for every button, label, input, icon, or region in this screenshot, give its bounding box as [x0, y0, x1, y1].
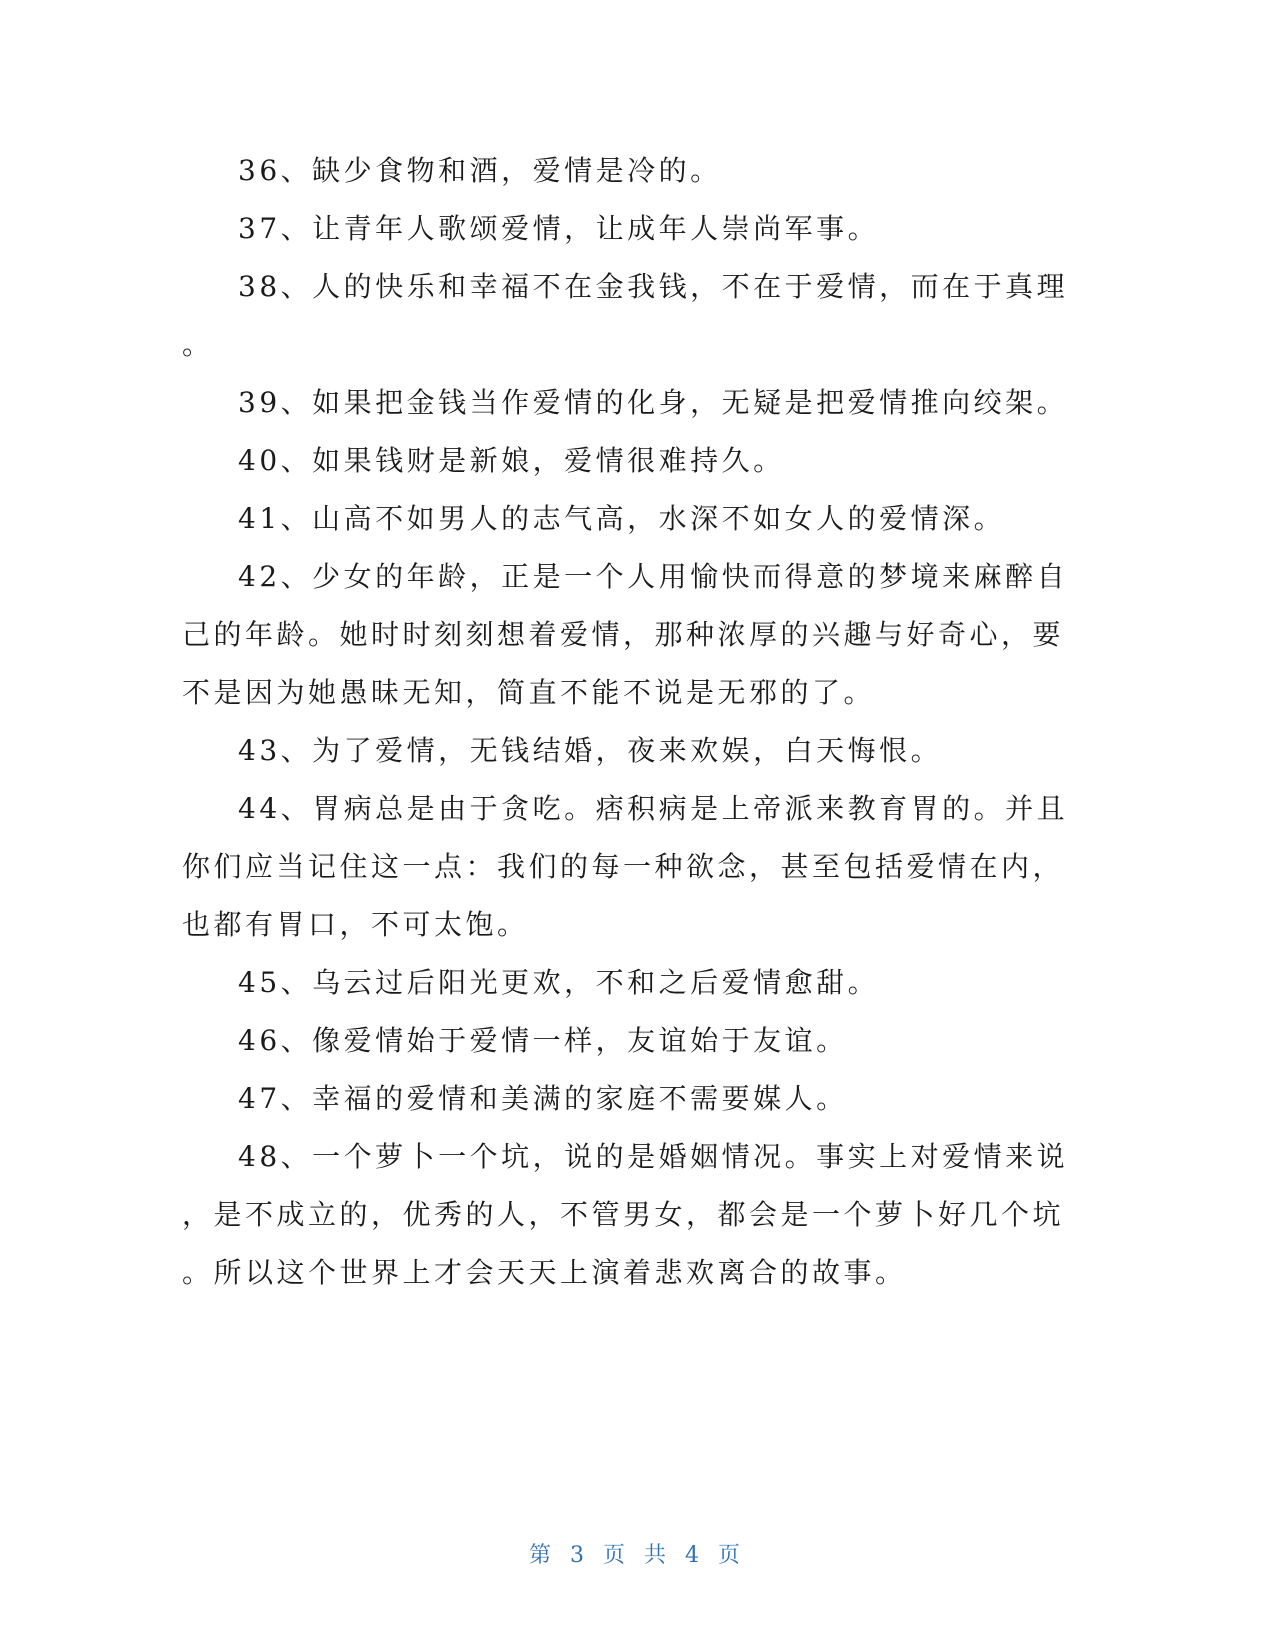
paragraph-line: 43、为了爱情，无钱结婚，夜来欢娱，白天悔恨。 [238, 734, 943, 767]
paragraph-41 [182, 490, 1022, 548]
paragraph-38 [182, 258, 1069, 374]
paragraph-46 [182, 1012, 1022, 1070]
paragraph-36 [182, 142, 1022, 200]
document-body [182, 142, 1069, 1302]
paragraph-line: 己的年龄。她时时刻刻想着爱情，那种浓厚的兴趣与好奇心，要 [182, 618, 1065, 651]
paragraph-42 [182, 548, 1069, 722]
paragraph-line: 你们应当记住这一点：我们的每一种欲念，甚至包括爱情在内， [182, 850, 1065, 883]
paragraph-43 [182, 722, 1022, 780]
paragraph-line: ，是不成立的，优秀的人，不管男女，都会是一个萝卜好几个坑 [182, 1198, 1065, 1231]
paragraph-line: 38、人的快乐和幸福不在金我钱，不在于爱情，而在于真理 [238, 270, 1069, 303]
page-number-footer: 第 3 页 共 4 页 [529, 1543, 746, 1568]
paragraph-45 [182, 954, 1022, 1012]
paragraph-44 [182, 780, 1069, 954]
paragraph-47 [182, 1070, 1022, 1128]
paragraph-line: 37、让青年人歌颂爱情，让成年人崇尚军事。 [238, 212, 880, 245]
paragraph-line: 41、山高不如男人的志气高，水深不如女人的爱情深。 [238, 502, 1006, 535]
paragraph-line: 不是因为她愚昧无知，简直不能不说是无邪的了。 [182, 676, 876, 709]
paragraph-39 [182, 374, 1069, 432]
paragraph-line: 48、一个萝卜一个坑，说的是婚姻情况。事实上对爱情来说 [238, 1140, 1069, 1173]
paragraph-line: 39、如果把金钱当作爱情的化身，无疑是把爱情推向绞架。 [238, 386, 1069, 419]
paragraph-37 [182, 200, 1022, 258]
paragraph-line: 46、像爱情始于爱情一样，友谊始于友谊。 [238, 1024, 848, 1057]
paragraph-line: 42、少女的年龄，正是一个人用愉快而得意的梦境来麻醉自 [238, 560, 1069, 593]
paragraph-line: 。 [182, 328, 214, 361]
paragraph-line: 45、乌云过后阳光更欢，不和之后爱情愈甜。 [238, 966, 880, 999]
paragraph-line: 40、如果钱财是新娘，爱情很难持久。 [238, 444, 785, 477]
paragraph-48 [182, 1128, 1069, 1302]
paragraph-line: 。所以这个世界上才会天天上演着悲欢离合的故事。 [182, 1256, 907, 1289]
paragraph-line: 44、胃病总是由于贪吃。痞积病是上帝派来教育胃的。并且 [238, 792, 1069, 825]
paragraph-line: 也都有胃口，不可太饱。 [182, 908, 529, 941]
paragraph-40 [182, 432, 1022, 490]
paragraph-line: 47、幸福的爱情和美满的家庭不需要媒人。 [238, 1082, 848, 1115]
paragraph-line: 36、缺少食物和酒，爱情是冷的。 [238, 154, 722, 187]
